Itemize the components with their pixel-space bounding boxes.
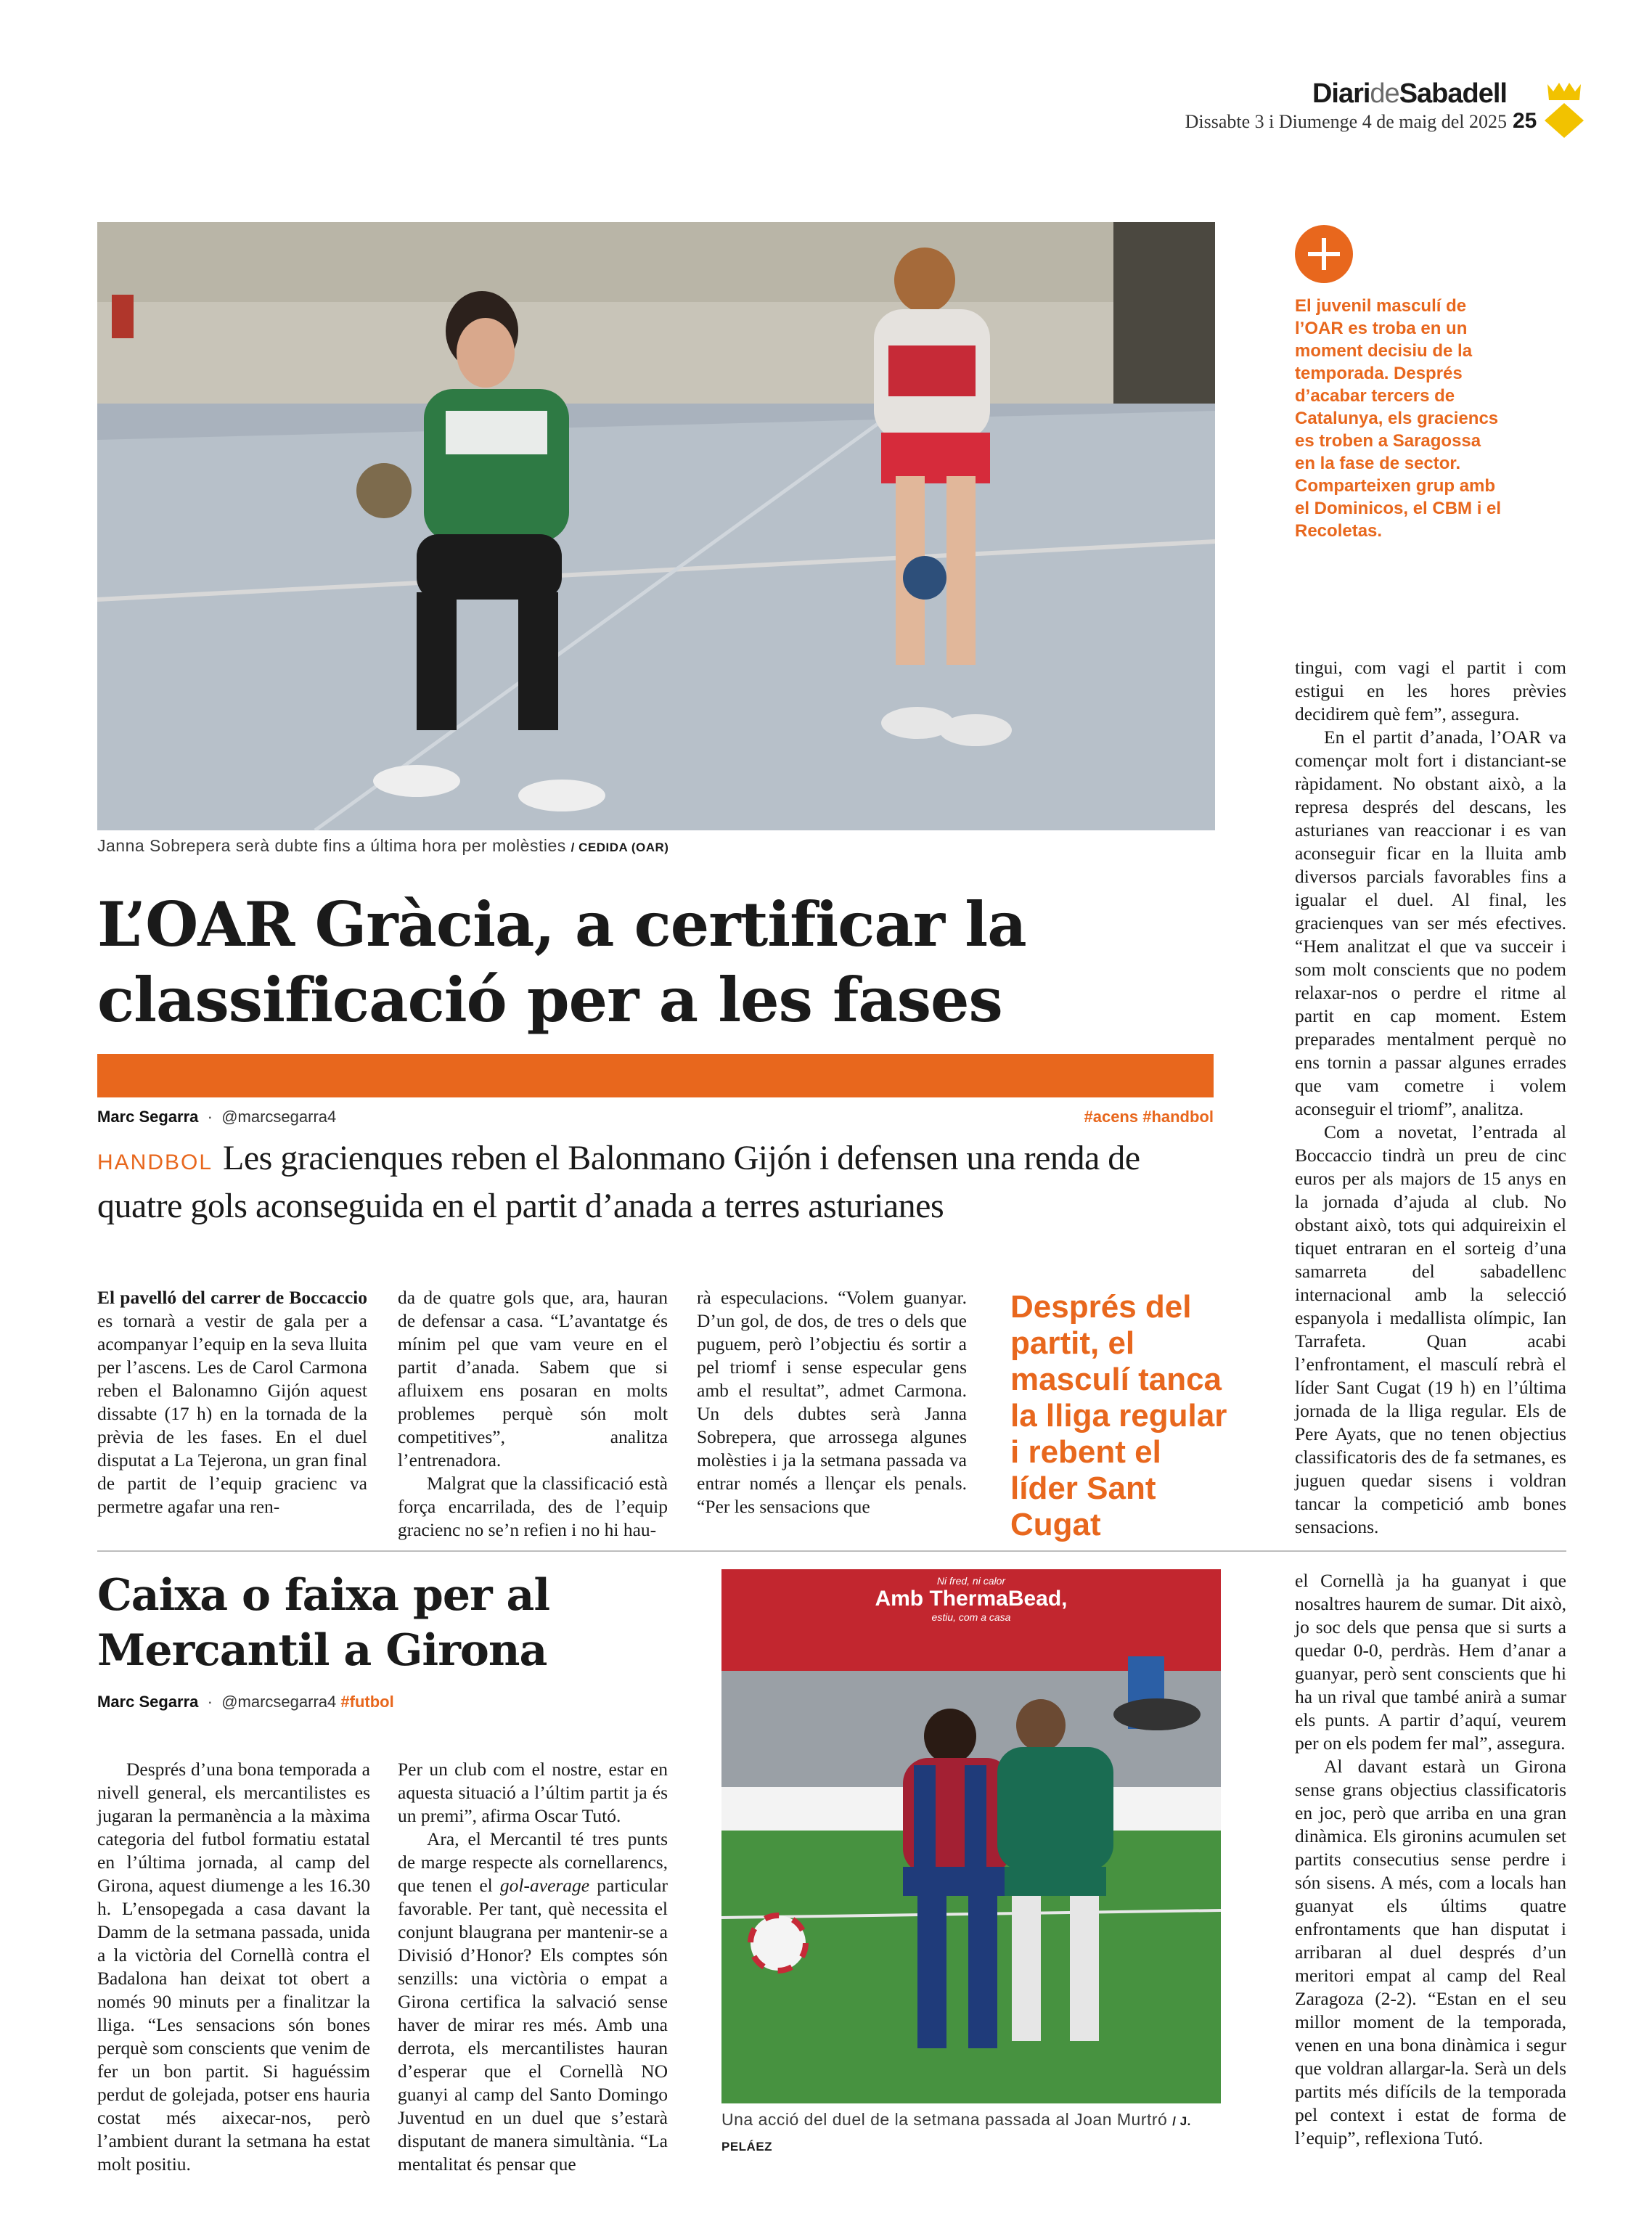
body-column: el Cornellà ja ha guanyat i que nosaltres haurem de sumar. Dit això, jo soc dels que pensa que si surts a quedar 0-0, perdràs. Hem d’anar a guanyar, però sent conscients que hi ha un rival que també anirà a sumar els punts. A partir d’aquí, veurem per on els podem fer mal”, assegura. Al davant estarà un Girona sense grans objectius classificatoris en joc, però que arriba en una gran dinàmica. Els gironins acumulen set partits consecutius sense perdre i són sisens. A més, com a locals han guanyat els últims quatre enfrontaments que han disputat i arribaran al duel després d’un meritori empat al camp del Real Zaragoza (2-2). “Estan en el seu millor moment de la temporada, venen en una bona dinàmica i segur que voldran allargar-la. Serà un dels partits més difícils de la temporada pel context i estat de forma de l’equip”, reflexiona Tutó. (1295, 1570, 1566, 2148)
author-name: Marc Segarra (97, 1693, 199, 1711)
section-label: HANDBOL (97, 1150, 213, 1174)
body-column: tingui, com vagi el partit i com estigui en les hores prèvies decidirem què fem”, assegura. En el partit d’anada, l’OAR va començar molt fort i distanciant-se ràpidament. No obstant això, a la represa després del descans, les asturianes van reaccionar i es van aconseguir ficar en la lluita amb diversos parcials favorables fins a igualar el duel. Al final, les gracienques van ser més efectives. “Hem analitzat el que va succeir i som molt conscients que no podem relaxar-nos o perdre el ritme al partit en cap moment. Estem preparades mentalment perquè no ens tornin a passar algunes errades que vam cometre i volem aconseguir el triomf”, analitza. Com a novetat, l’entrada al Boccaccio tindrà un preu de cinc euros per als majors de 15 anys en la jornada d’ajuda al club. No obstant això, tots qui adquireixin el tiquet entraran en el sorteig d’una samarreta del sabadellenc internacional amb la selecció espanyola i medallista olímpic, Ian Tarrafeta. Quan acabi l’enfrontament, el masculí rebrà el líder Sant Cugat (19 h) en l’última jornada de la lliga regular. Els de Pere Ayats, que no tenen objectius classificatoris des de fa setmanes, es juguen quedar sisens i voldran tancar la competició amb bones sensacions. (1295, 657, 1566, 1537)
photo-caption: Una acció del duel de la setmana passada al Joan Murtró / J. PELÁEZ (721, 2110, 1191, 2154)
banner-title: Amb ThermaBead, (875, 1587, 1068, 1611)
headline-secondary (97, 1568, 605, 1678)
headline-line: classificació per a les fases (97, 964, 1002, 1036)
author-handle[interactable]: @marcsegarra4 (221, 1108, 337, 1126)
banner-small-text: Ni fred, ni calor (936, 1575, 1006, 1587)
accent-bar (97, 1054, 1214, 1097)
ad-banner (721, 1575, 1221, 1623)
article-tags[interactable]: #futbol (340, 1693, 394, 1711)
headline-line: L’OAR Gràcia, a certificar la (97, 888, 1026, 960)
masthead: DiarideSabadell (1312, 78, 1507, 109)
article-tags[interactable]: #acens #handbol (1084, 1108, 1214, 1126)
body-column: rà especulacions. “Volem guanyar. D’un gol, de dos, de tres o dels que puguem, però l’objectiu és sortir a pel triomf i sense especular gens amb el resultat”, admet Carmona. Un dels dubtes serà Janna Sobrepera, que arrossega algunes molèsties i ja la setmana passada va entrar només a llençar els penals. “Per les sensacions que (697, 1287, 967, 1517)
photo-caption: Janna Sobrepera serà dubte fins a última hora per molèsties / CEDIDA (OAR) (97, 836, 669, 855)
plus-badge (1295, 225, 1353, 283)
byline: Marc Segarra · @marcsegarra4 (97, 1108, 337, 1126)
photo-credit: / CEDIDA (OAR) (571, 841, 669, 854)
lead-paragraph: HANDBOL Les gracienques reben el Balonmano Gijón i defensen una renda de quatre gols aconseguida en el partit d’anada a terres asturianes (97, 1139, 1140, 1225)
plus-icon (1295, 225, 1353, 283)
banner-subtitle: estiu, com a casa (931, 1611, 1011, 1623)
author-handle[interactable]: @marcsegarra4 (221, 1693, 337, 1711)
headline-line: Caixa o faixa per al (97, 1570, 550, 1621)
body-column: da de quatre gols que, ara, hauran de defensar a casa. “L’avantatge és mínim pel que vam veure en el partit d’anada. Sabem que si afluixem ens posaran en molts problemes perquè són molt competitives”, analitza l’entrenadora. Malgrat que la classificació està força encarrilada, des de l’equip gracienc no se’n refien i no hi hau- (398, 1287, 668, 1540)
body-column: El pavelló del carrer de Boccaccio es tornarà a vestir de gala per a acompanyar l’equip en la seva lluita per l’ascens. Les de Carol Carmona reben el Balonamno Gijón aquest dissabte (17 h) en la tornada de la prèvia de les fases. En el duel disputat a La Tejerona, un gran final de partit de l’equip gracienc va permetre agafar una ren- (97, 1287, 367, 1517)
body-column: Per un club com el nostre, estar en aquesta situació a l’últim partit ja és un premi”, afirma Oscar Tutó. Ara, el Mercantil té tres punts de marge respecte als cornellarencs, que tenen el gol-average particular favorable. Per tant, què necessita el conjunt blaugrana per mantenir-se a Divisió d’Honor? Els comptes són senzills: una victòria o empat a Girona certifica la salvació sense haver de mirar res més. Amb una derrota, els mercantilistes hauran d’esperar que el Cornellà NO guanyi al camp del Santo Domingo Juventud en un duel que s’estarà disputant de manera simultània. “La mentalitat és pensar que (398, 1759, 668, 2175)
issue-date: Dissabte 3 i Diumenge 4 de maig del 2025 (1185, 111, 1507, 132)
byline: Marc Segarra · @marcsegarra4 #futbol (97, 1693, 394, 1711)
page-number: 25 (1513, 109, 1537, 133)
crest-icon (1543, 81, 1585, 139)
headline-line: Mercantil a Girona (97, 1625, 547, 1676)
handball-photo (97, 222, 1215, 830)
photo-credit: / J. PELÁEZ (721, 2114, 1191, 2154)
body-column: Després d’una bona temporada a nivell general, els mercantilistes es jugaran la permanència a la màxima categoria del futbol formatiu estatal en l’última jornada, al camp del Girona, aquest diumenge a les 16.30 h. L’ensopegada a casa davant la Damm de la setmana passada, unida a la victòria del Cornellà contra el Badalona han deixat tot obert a només 90 minuts per a finalitzar la lliga. “Les sensacions són bones perquè som conscients que venim de fer un bon partit. Si haguéssim perdut de golejada, potser ens hauria costat més aixecar-nos, però l’ambient durant la setmana ha estat molt positiu. (97, 1759, 370, 2175)
football-photo (721, 1569, 1221, 2103)
sidebar-note: El juvenil masculí de l’OAR es troba en un moment decisiu de la temporada. Després d’acabar tercers de Catalunya, els graciencs es troben a Saragossa en la fase de sector. Comparteixen grup amb el Dominicos, el CBM i el Recoletas. (1295, 296, 1502, 541)
headline (97, 887, 1215, 1038)
author-name: Marc Segarra (97, 1108, 199, 1126)
section-divider (97, 1550, 1566, 1552)
pull-quote: Després del partit, el masculí tanca la lliga regular i rebent el líder Sant Cugat (1010, 1289, 1227, 1542)
